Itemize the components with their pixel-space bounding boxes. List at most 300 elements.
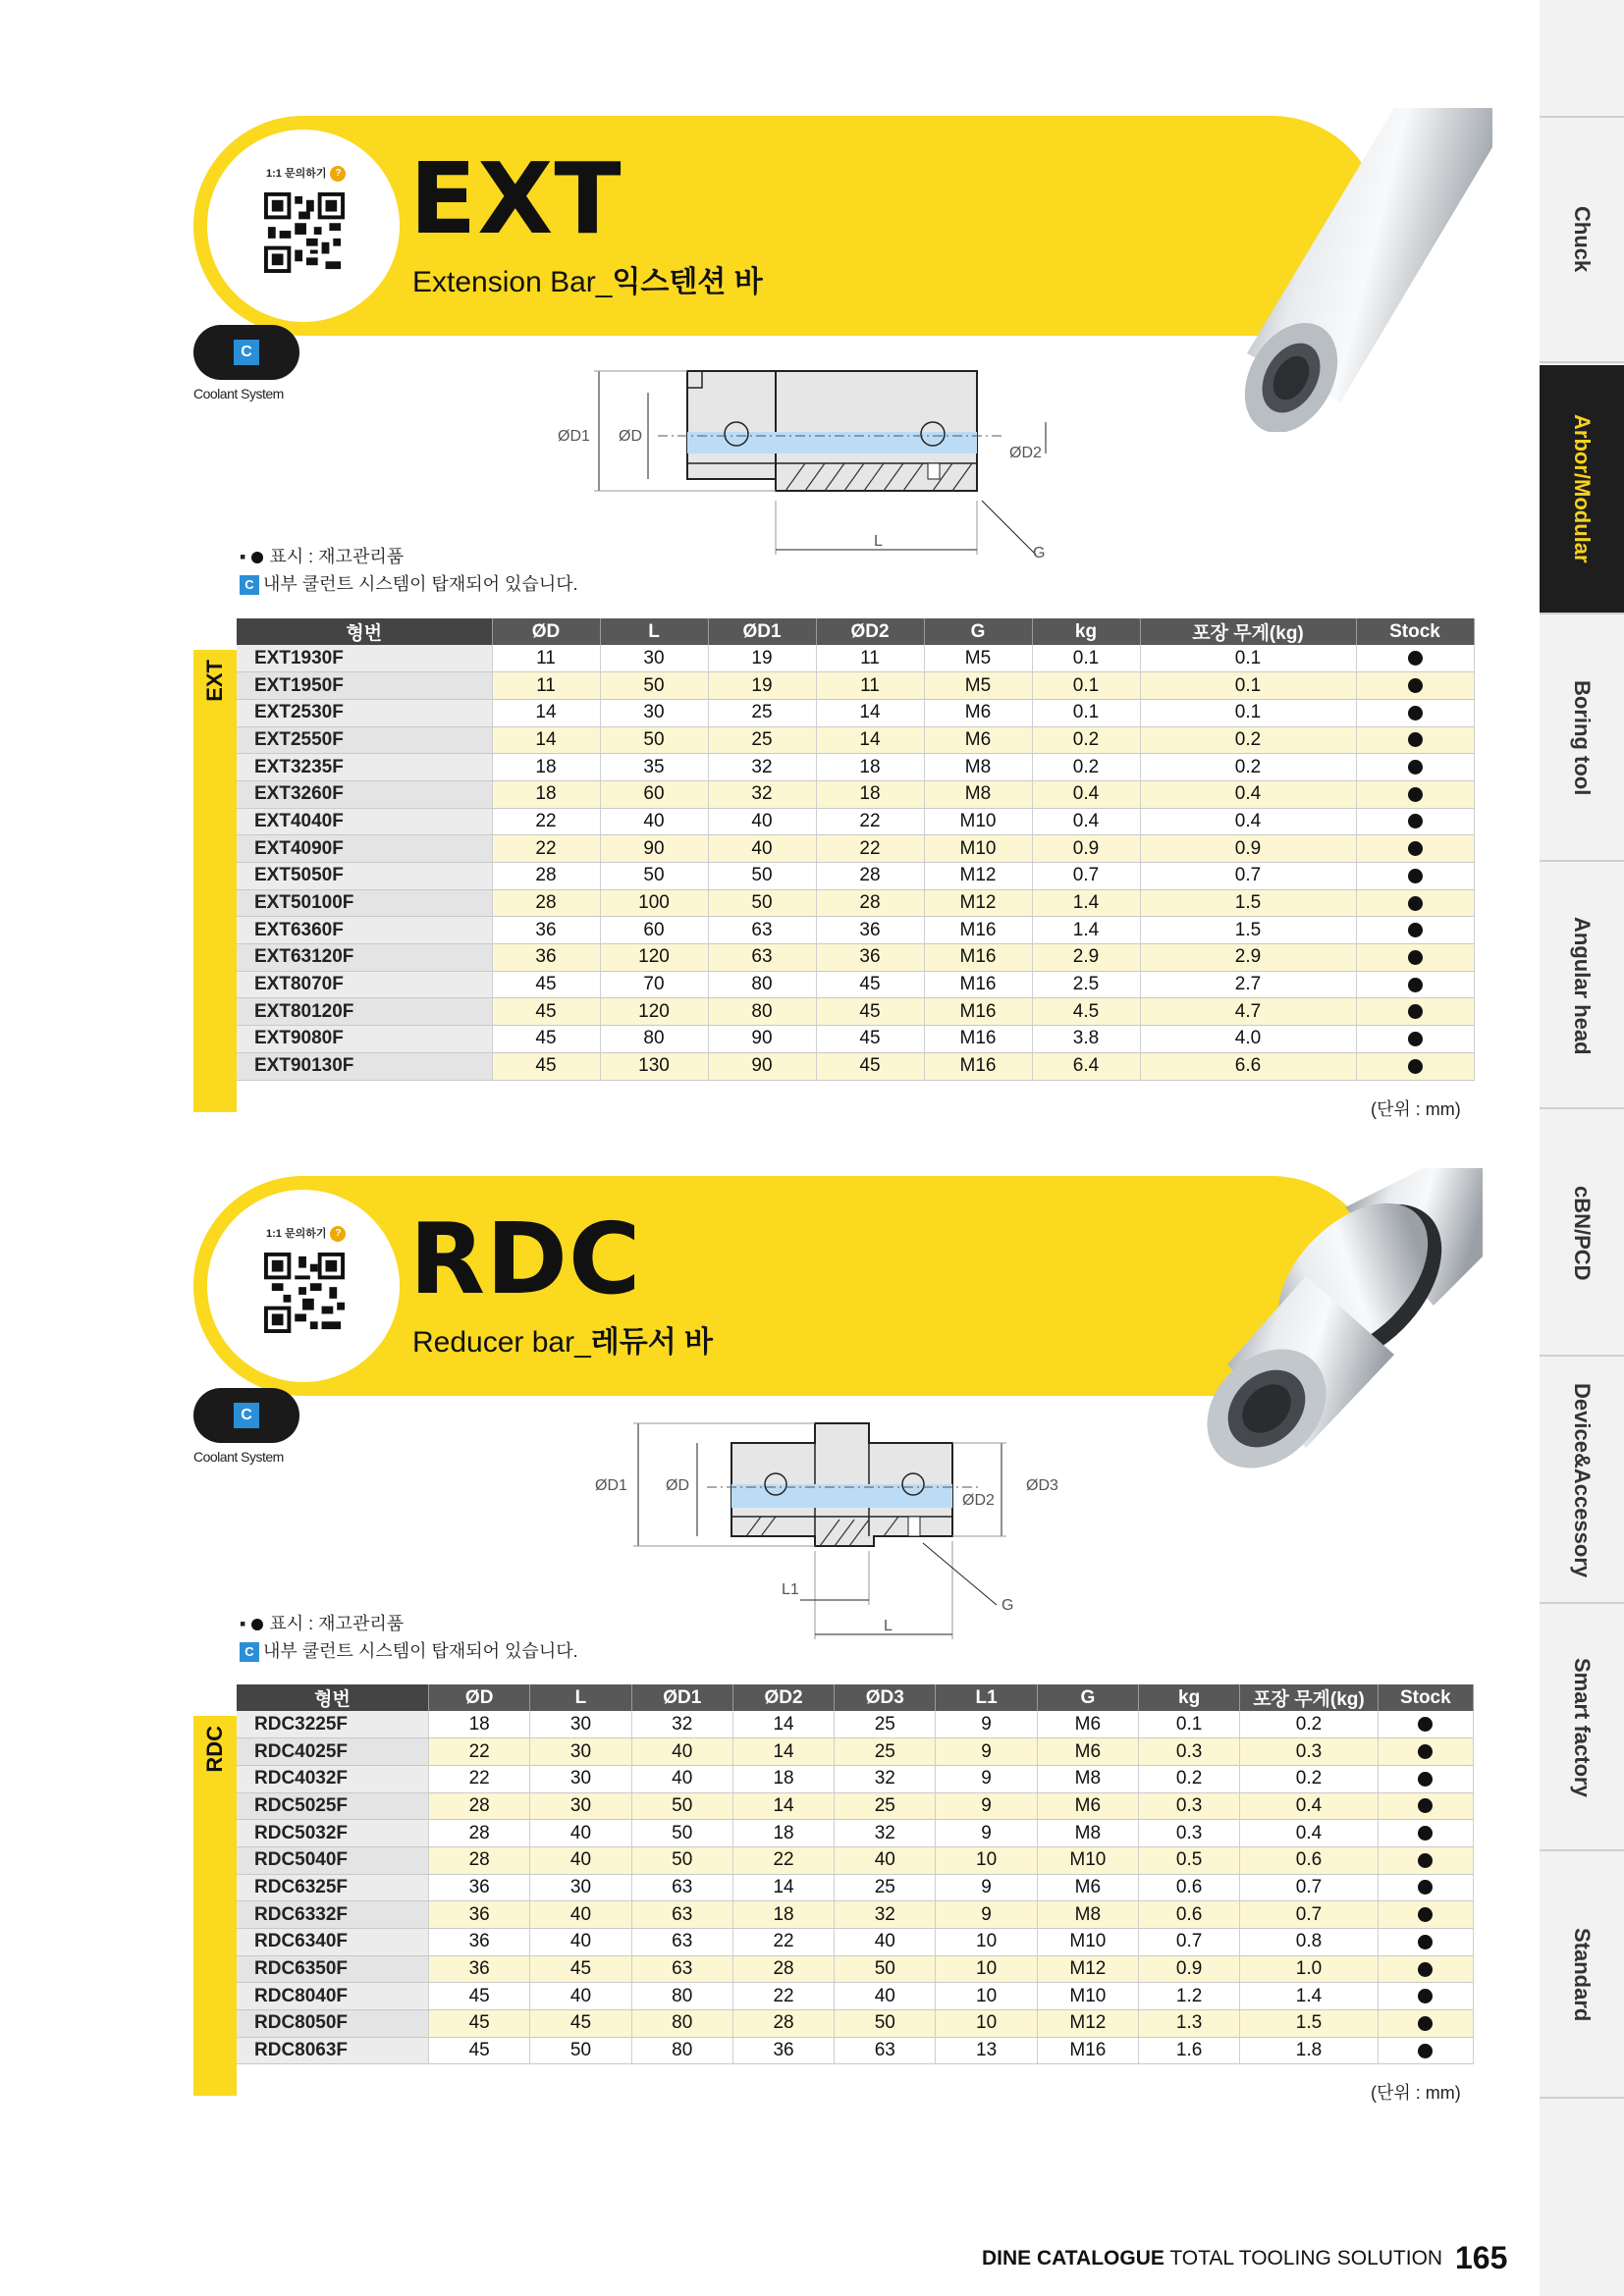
table-cell: M10 — [1037, 1846, 1138, 1874]
model-cell: RDC4025F — [237, 1738, 429, 1766]
table-cell: M6 — [1037, 1792, 1138, 1820]
table-cell: 22 — [492, 835, 600, 863]
table-cell: 40 — [835, 1929, 936, 1956]
table-cell: 22 — [429, 1765, 530, 1792]
table-cell: 13 — [936, 2037, 1037, 2064]
table-cell: 50 — [600, 863, 708, 890]
table-cell: 60 — [600, 917, 708, 944]
stock-dot-icon — [1418, 1880, 1433, 1895]
table-cell: 63 — [708, 944, 816, 972]
table-cell: 36 — [429, 1955, 530, 1983]
coolant-label: Coolant System — [193, 1449, 284, 1465]
table-cell: M8 — [924, 780, 1032, 808]
table-cell: 80 — [631, 2037, 732, 2064]
table-cell: 90 — [708, 1052, 816, 1080]
stock-dot-icon — [1408, 923, 1423, 937]
qr-code-icon[interactable] — [264, 1253, 345, 1333]
stock-cell — [1378, 1820, 1473, 1847]
model-cell: EXT80120F — [237, 998, 492, 1026]
tab-boring-tool[interactable]: Boring tool — [1540, 616, 1624, 862]
chat-icon: ? — [330, 1226, 346, 1242]
table-cell: 14 — [732, 1738, 834, 1766]
table-row — [237, 1901, 1474, 1929]
table-row — [237, 699, 1474, 726]
column-header: 형번 — [237, 618, 492, 645]
rdc-spec-table — [237, 1684, 1474, 2064]
table-cell: 120 — [600, 944, 708, 972]
svg-text:L: L — [884, 1618, 893, 1634]
product-title: EXT — [409, 141, 623, 256]
table-cell: 10 — [936, 1955, 1037, 1983]
stock-cell — [1378, 1955, 1473, 1983]
table-cell: 11 — [816, 645, 924, 672]
stock-dot-icon — [251, 552, 263, 563]
table-cell: 1.5 — [1140, 917, 1356, 944]
table-cell: M5 — [924, 645, 1032, 672]
table-cell: 9 — [936, 1711, 1037, 1738]
table-cell: 0.7 — [1032, 863, 1140, 890]
stock-cell — [1356, 917, 1474, 944]
table-row — [237, 1738, 1474, 1766]
table-cell: 0.2 — [1032, 754, 1140, 781]
table-cell: 0.3 — [1139, 1738, 1240, 1766]
model-cell: RDC5040F — [237, 1846, 429, 1874]
table-cell: 45 — [492, 1026, 600, 1053]
table-cell: 22 — [492, 808, 600, 835]
table-cell: 36 — [429, 1901, 530, 1929]
qr-caption: 1:1 문의하기 ? — [266, 165, 374, 182]
model-cell: RDC5032F — [237, 1820, 429, 1847]
table-cell: 1.5 — [1240, 2010, 1378, 2038]
stock-dot-icon — [1418, 2016, 1433, 2031]
stock-dot-icon — [1408, 1059, 1423, 1074]
table-cell: 9 — [936, 1901, 1037, 1929]
model-cell: EXT1950F — [237, 672, 492, 700]
table-cell: 40 — [631, 1738, 732, 1766]
svg-text:ØD2: ØD2 — [1009, 445, 1042, 461]
stock-cell — [1356, 944, 1474, 972]
table-cell: 40 — [631, 1765, 732, 1792]
table-cell: 0.2 — [1240, 1765, 1378, 1792]
model-cell: EXT2530F — [237, 699, 492, 726]
stock-cell — [1378, 1983, 1473, 2010]
table-cell: M12 — [924, 863, 1032, 890]
table-cell: 28 — [492, 889, 600, 917]
stock-dot-icon — [1418, 1744, 1433, 1759]
table-cell: 14 — [492, 726, 600, 754]
table-cell: 22 — [732, 1929, 834, 1956]
table-cell: 45 — [492, 1052, 600, 1080]
qr-code-icon[interactable] — [264, 192, 345, 273]
svg-text:ØD3: ØD3 — [1026, 1477, 1058, 1494]
table-cell: 0.2 — [1240, 1711, 1378, 1738]
coolant-icon: C — [240, 1642, 259, 1662]
table-cell: M8 — [1037, 1765, 1138, 1792]
table-cell: 0.7 — [1240, 1874, 1378, 1901]
table-cell: 80 — [631, 1983, 732, 2010]
table-cell: 40 — [530, 1901, 631, 1929]
tab-standard[interactable]: Standard — [1540, 1853, 1624, 2099]
table-cell: 14 — [816, 699, 924, 726]
table-cell: 45 — [816, 1026, 924, 1053]
svg-text:ØD1: ØD1 — [595, 1477, 627, 1494]
page-number: 165 — [1455, 2240, 1508, 2275]
table-cell: 14 — [732, 1711, 834, 1738]
table-cell: 70 — [600, 971, 708, 998]
model-cell: RDC4032F — [237, 1765, 429, 1792]
stock-dot-icon — [1408, 651, 1423, 666]
stock-dot-icon — [1408, 841, 1423, 856]
coolant-badge — [193, 325, 301, 401]
table-cell: 50 — [530, 2037, 631, 2064]
table-cell: 50 — [600, 672, 708, 700]
stock-dot-icon — [1408, 678, 1423, 693]
table-row — [237, 1026, 1474, 1053]
product-subtitle: Reducer bar_레듀서 바 — [412, 1326, 714, 1359]
table-cell: 1.2 — [1139, 1983, 1240, 2010]
stock-cell — [1356, 998, 1474, 1026]
table-cell: M12 — [1037, 1955, 1138, 1983]
coolant-badge — [193, 1388, 301, 1465]
tab-arbor-modular[interactable]: Arbor/Modular — [1540, 365, 1624, 614]
stock-cell — [1378, 1792, 1473, 1820]
table-cell: M6 — [924, 699, 1032, 726]
table-cell: 40 — [835, 1846, 936, 1874]
table-cell: 0.5 — [1139, 1846, 1240, 1874]
stock-dot-icon — [1418, 1907, 1433, 1922]
table-cell: 2.7 — [1140, 971, 1356, 998]
table-row — [237, 672, 1474, 700]
table-cell: 22 — [429, 1738, 530, 1766]
column-header: G — [924, 618, 1032, 645]
table-cell: 18 — [492, 780, 600, 808]
table-cell: M6 — [1037, 1738, 1138, 1766]
table-cell: 18 — [732, 1901, 834, 1929]
table-row — [237, 835, 1474, 863]
coolant-icon: C — [234, 340, 259, 365]
table-cell: M10 — [1037, 1929, 1138, 1956]
table-row — [237, 917, 1474, 944]
column-header: ØD1 — [631, 1684, 732, 1711]
stock-cell — [1378, 1711, 1473, 1738]
table-cell: 9 — [936, 1738, 1037, 1766]
table-cell: 45 — [816, 971, 924, 998]
table-cell: 30 — [530, 1711, 631, 1738]
table-cell: 22 — [816, 835, 924, 863]
chat-icon: ? — [330, 166, 346, 182]
stock-cell — [1378, 1738, 1473, 1766]
table-cell: 9 — [936, 1792, 1037, 1820]
stock-dot-icon — [1408, 896, 1423, 911]
table-cell: 130 — [600, 1052, 708, 1080]
table-cell: M6 — [924, 726, 1032, 754]
table-cell: 80 — [631, 2010, 732, 2038]
stock-dot-icon — [1418, 1935, 1433, 1949]
stock-cell — [1378, 1874, 1473, 1901]
table-cell: M16 — [924, 917, 1032, 944]
stock-dot-icon — [1408, 1032, 1423, 1046]
stock-dot-icon — [1418, 1826, 1433, 1841]
ext-technical-drawing — [540, 353, 1080, 569]
tab-chuck[interactable]: Chuck — [1540, 118, 1624, 363]
rdc-technical-drawing — [589, 1414, 1100, 1649]
coolant-label: Coolant System — [193, 386, 284, 401]
table-cell: 4.0 — [1140, 1026, 1356, 1053]
stock-cell — [1378, 1765, 1473, 1792]
rdc-notes — [240, 1610, 578, 1665]
table-cell: 45 — [429, 1983, 530, 2010]
table-cell: 28 — [732, 1955, 834, 1983]
table-cell: 0.7 — [1140, 863, 1356, 890]
table-cell: 50 — [631, 1792, 732, 1820]
svg-text:L: L — [874, 533, 883, 550]
table-cell: 40 — [530, 1929, 631, 1956]
table-cell: 22 — [732, 1983, 834, 2010]
table-cell: 90 — [600, 835, 708, 863]
coolant-icon: C — [234, 1403, 259, 1428]
tab-device-accessory[interactable]: Device&Accessory — [1540, 1359, 1624, 1604]
table-cell: 0.6 — [1240, 1846, 1378, 1874]
svg-text:ØD: ØD — [666, 1477, 689, 1494]
rdc-product-image — [1149, 1168, 1483, 1482]
stock-cell — [1356, 645, 1474, 672]
stock-cell — [1356, 808, 1474, 835]
stock-cell — [1378, 1929, 1473, 1956]
table-cell: 36 — [492, 917, 600, 944]
column-header: G — [1037, 1684, 1138, 1711]
table-cell: 45 — [492, 998, 600, 1026]
model-cell: RDC5025F — [237, 1792, 429, 1820]
table-cell: 50 — [835, 1955, 936, 1983]
stock-dot-icon — [1408, 1004, 1423, 1019]
column-header: ØD1 — [708, 618, 816, 645]
table-cell: 50 — [708, 889, 816, 917]
table-cell: M10 — [1037, 1983, 1138, 2010]
stock-cell — [1356, 1052, 1474, 1080]
column-header: Stock — [1356, 618, 1474, 645]
table-row — [237, 726, 1474, 754]
table-cell: 36 — [429, 1874, 530, 1901]
model-cell: EXT8070F — [237, 971, 492, 998]
table-cell: 80 — [708, 998, 816, 1026]
column-header: ØD — [492, 618, 600, 645]
table-cell: 1.8 — [1240, 2037, 1378, 2064]
table-cell: M12 — [1037, 2010, 1138, 2038]
stock-dot-icon — [251, 1619, 263, 1630]
table-cell: 18 — [492, 754, 600, 781]
table-row — [237, 1929, 1474, 1956]
table-cell: M8 — [1037, 1901, 1138, 1929]
rdc-side-label: RDC — [193, 1716, 237, 2096]
stock-cell — [1378, 1846, 1473, 1874]
ext-spec-table — [237, 618, 1475, 1081]
category-sidebar — [1540, 0, 1624, 2296]
table-cell: 18 — [732, 1765, 834, 1792]
table-cell: 0.2 — [1032, 726, 1140, 754]
qr-caption: 1:1 문의하기 ? — [266, 1225, 374, 1242]
model-cell: EXT9080F — [237, 1026, 492, 1053]
table-cell: 0.4 — [1140, 780, 1356, 808]
table-cell: 32 — [835, 1901, 936, 1929]
table-cell: 2.9 — [1140, 944, 1356, 972]
coolant-icon: C — [240, 575, 259, 595]
table-cell: 0.9 — [1139, 1955, 1240, 1983]
stock-dot-icon — [1408, 706, 1423, 721]
rdc-unit-note: (단위 : mm) — [1371, 2083, 1461, 2103]
table-cell: 50 — [600, 726, 708, 754]
svg-text:ØD1: ØD1 — [558, 428, 590, 445]
table-row — [237, 1765, 1474, 1792]
table-cell: 0.3 — [1240, 1738, 1378, 1766]
column-header: kg — [1032, 618, 1140, 645]
table-cell: 0.1 — [1032, 672, 1140, 700]
stock-cell — [1356, 971, 1474, 998]
stock-cell — [1356, 672, 1474, 700]
table-row — [237, 1874, 1474, 1901]
model-cell: EXT6360F — [237, 917, 492, 944]
table-cell: M5 — [924, 672, 1032, 700]
table-cell: 0.2 — [1140, 754, 1356, 781]
table-cell: 0.4 — [1032, 780, 1140, 808]
table-row — [237, 2037, 1474, 2064]
table-cell: M16 — [924, 1026, 1032, 1053]
model-cell: EXT4090F — [237, 835, 492, 863]
table-cell: 63 — [631, 1874, 732, 1901]
model-cell: EXT4040F — [237, 808, 492, 835]
table-row — [237, 1846, 1474, 1874]
table-cell: 1.4 — [1032, 889, 1140, 917]
tab-cbn-pcd[interactable]: cBN/PCD — [1540, 1111, 1624, 1357]
column-header: ØD2 — [816, 618, 924, 645]
table-cell: 0.6 — [1139, 1901, 1240, 1929]
table-cell: 28 — [429, 1820, 530, 1847]
stock-dot-icon — [1408, 732, 1423, 747]
stock-dot-icon — [1418, 1853, 1433, 1868]
table-cell: 25 — [835, 1738, 936, 1766]
table-cell: 0.6 — [1139, 1874, 1240, 1901]
ext-unit-note: (단위 : mm) — [1371, 1099, 1461, 1119]
table-cell: 28 — [429, 1792, 530, 1820]
table-cell: 0.9 — [1140, 835, 1356, 863]
stock-cell — [1356, 726, 1474, 754]
stock-cell — [1356, 754, 1474, 781]
table-cell: 63 — [835, 2037, 936, 2064]
model-cell: EXT2550F — [237, 726, 492, 754]
table-cell: 6.4 — [1032, 1052, 1140, 1080]
table-cell: 4.7 — [1140, 998, 1356, 1026]
tab-angular-head[interactable]: Angular head — [1540, 864, 1624, 1109]
table-cell: 40 — [530, 1846, 631, 1874]
table-cell: 14 — [816, 726, 924, 754]
table-cell: M10 — [924, 808, 1032, 835]
table-cell: 35 — [600, 754, 708, 781]
table-row — [237, 780, 1474, 808]
coolant-note: C 내부 쿨런트 시스템이 탑재되어 있습니다. — [240, 570, 578, 598]
table-cell: 19 — [708, 672, 816, 700]
table-cell: 40 — [530, 1983, 631, 2010]
table-cell: 45 — [530, 2010, 631, 2038]
table-cell: 14 — [492, 699, 600, 726]
stock-note: ▪ 표시 : 재고관리품 — [240, 1614, 405, 1633]
table-cell: 30 — [530, 1792, 631, 1820]
stock-dot-icon — [1408, 814, 1423, 828]
table-cell: M16 — [924, 944, 1032, 972]
table-cell: 36 — [816, 917, 924, 944]
footer-text: DINE CATALOGUE TOTAL TOOLING SOLUTION — [982, 2247, 1443, 2269]
table-cell: 18 — [816, 780, 924, 808]
table-cell: 1.4 — [1032, 917, 1140, 944]
table-cell: 1.0 — [1240, 1955, 1378, 1983]
table-cell: 10 — [936, 2010, 1037, 2038]
column-header: ØD3 — [835, 1684, 936, 1711]
column-header: L — [530, 1684, 631, 1711]
table-cell: 22 — [816, 808, 924, 835]
stock-cell — [1378, 2010, 1473, 2038]
table-cell: 18 — [732, 1820, 834, 1847]
table-cell: 18 — [816, 754, 924, 781]
table-cell: 1.4 — [1240, 1983, 1378, 2010]
table-cell: 30 — [530, 1738, 631, 1766]
table-cell: M6 — [1037, 1711, 1138, 1738]
model-cell: EXT90130F — [237, 1052, 492, 1080]
table-row — [237, 1792, 1474, 1820]
table-row — [237, 1820, 1474, 1847]
table-cell: M16 — [924, 1052, 1032, 1080]
table-cell: 30 — [530, 1765, 631, 1792]
table-cell: 0.4 — [1140, 808, 1356, 835]
model-cell: RDC6332F — [237, 1901, 429, 1929]
product-title: RDC — [409, 1201, 642, 1316]
table-cell: 50 — [835, 2010, 936, 2038]
table-cell: 10 — [936, 1983, 1037, 2010]
table-cell: 14 — [732, 1792, 834, 1820]
table-cell: 0.2 — [1140, 726, 1356, 754]
model-cell: EXT50100F — [237, 889, 492, 917]
table-cell: M16 — [924, 998, 1032, 1026]
table-cell: 30 — [600, 699, 708, 726]
table-cell: M8 — [1037, 1820, 1138, 1847]
model-cell: RDC6325F — [237, 1874, 429, 1901]
table-cell: 36 — [816, 944, 924, 972]
table-cell: 11 — [816, 672, 924, 700]
table-cell: 40 — [530, 1820, 631, 1847]
table-cell: 63 — [631, 1955, 732, 1983]
table-cell: 0.4 — [1240, 1820, 1378, 1847]
model-cell: EXT3235F — [237, 754, 492, 781]
coolant-note: C 내부 쿨런트 시스템이 탑재되어 있습니다. — [240, 1637, 578, 1665]
table-cell: 25 — [835, 1711, 936, 1738]
column-header: 포장 무게(kg) — [1140, 618, 1356, 645]
model-cell: RDC8063F — [237, 2037, 429, 2064]
column-header: Stock — [1378, 1684, 1473, 1711]
table-cell: 0.7 — [1240, 1901, 1378, 1929]
table-cell: 2.9 — [1032, 944, 1140, 972]
stock-dot-icon — [1408, 787, 1423, 802]
table-cell: 10 — [936, 1929, 1037, 1956]
table-cell: M8 — [924, 754, 1032, 781]
tab-smart-factory[interactable]: Smart factory — [1540, 1606, 1624, 1851]
table-cell: 4.5 — [1032, 998, 1140, 1026]
table-cell: 32 — [835, 1765, 936, 1792]
table-cell: 28 — [816, 863, 924, 890]
column-header: L — [600, 618, 708, 645]
table-cell: 0.4 — [1032, 808, 1140, 835]
table-cell: 3.8 — [1032, 1026, 1140, 1053]
table-cell: 25 — [835, 1874, 936, 1901]
table-cell: 32 — [835, 1820, 936, 1847]
stock-dot-icon — [1418, 1989, 1433, 2003]
table-cell: 0.3 — [1139, 1792, 1240, 1820]
